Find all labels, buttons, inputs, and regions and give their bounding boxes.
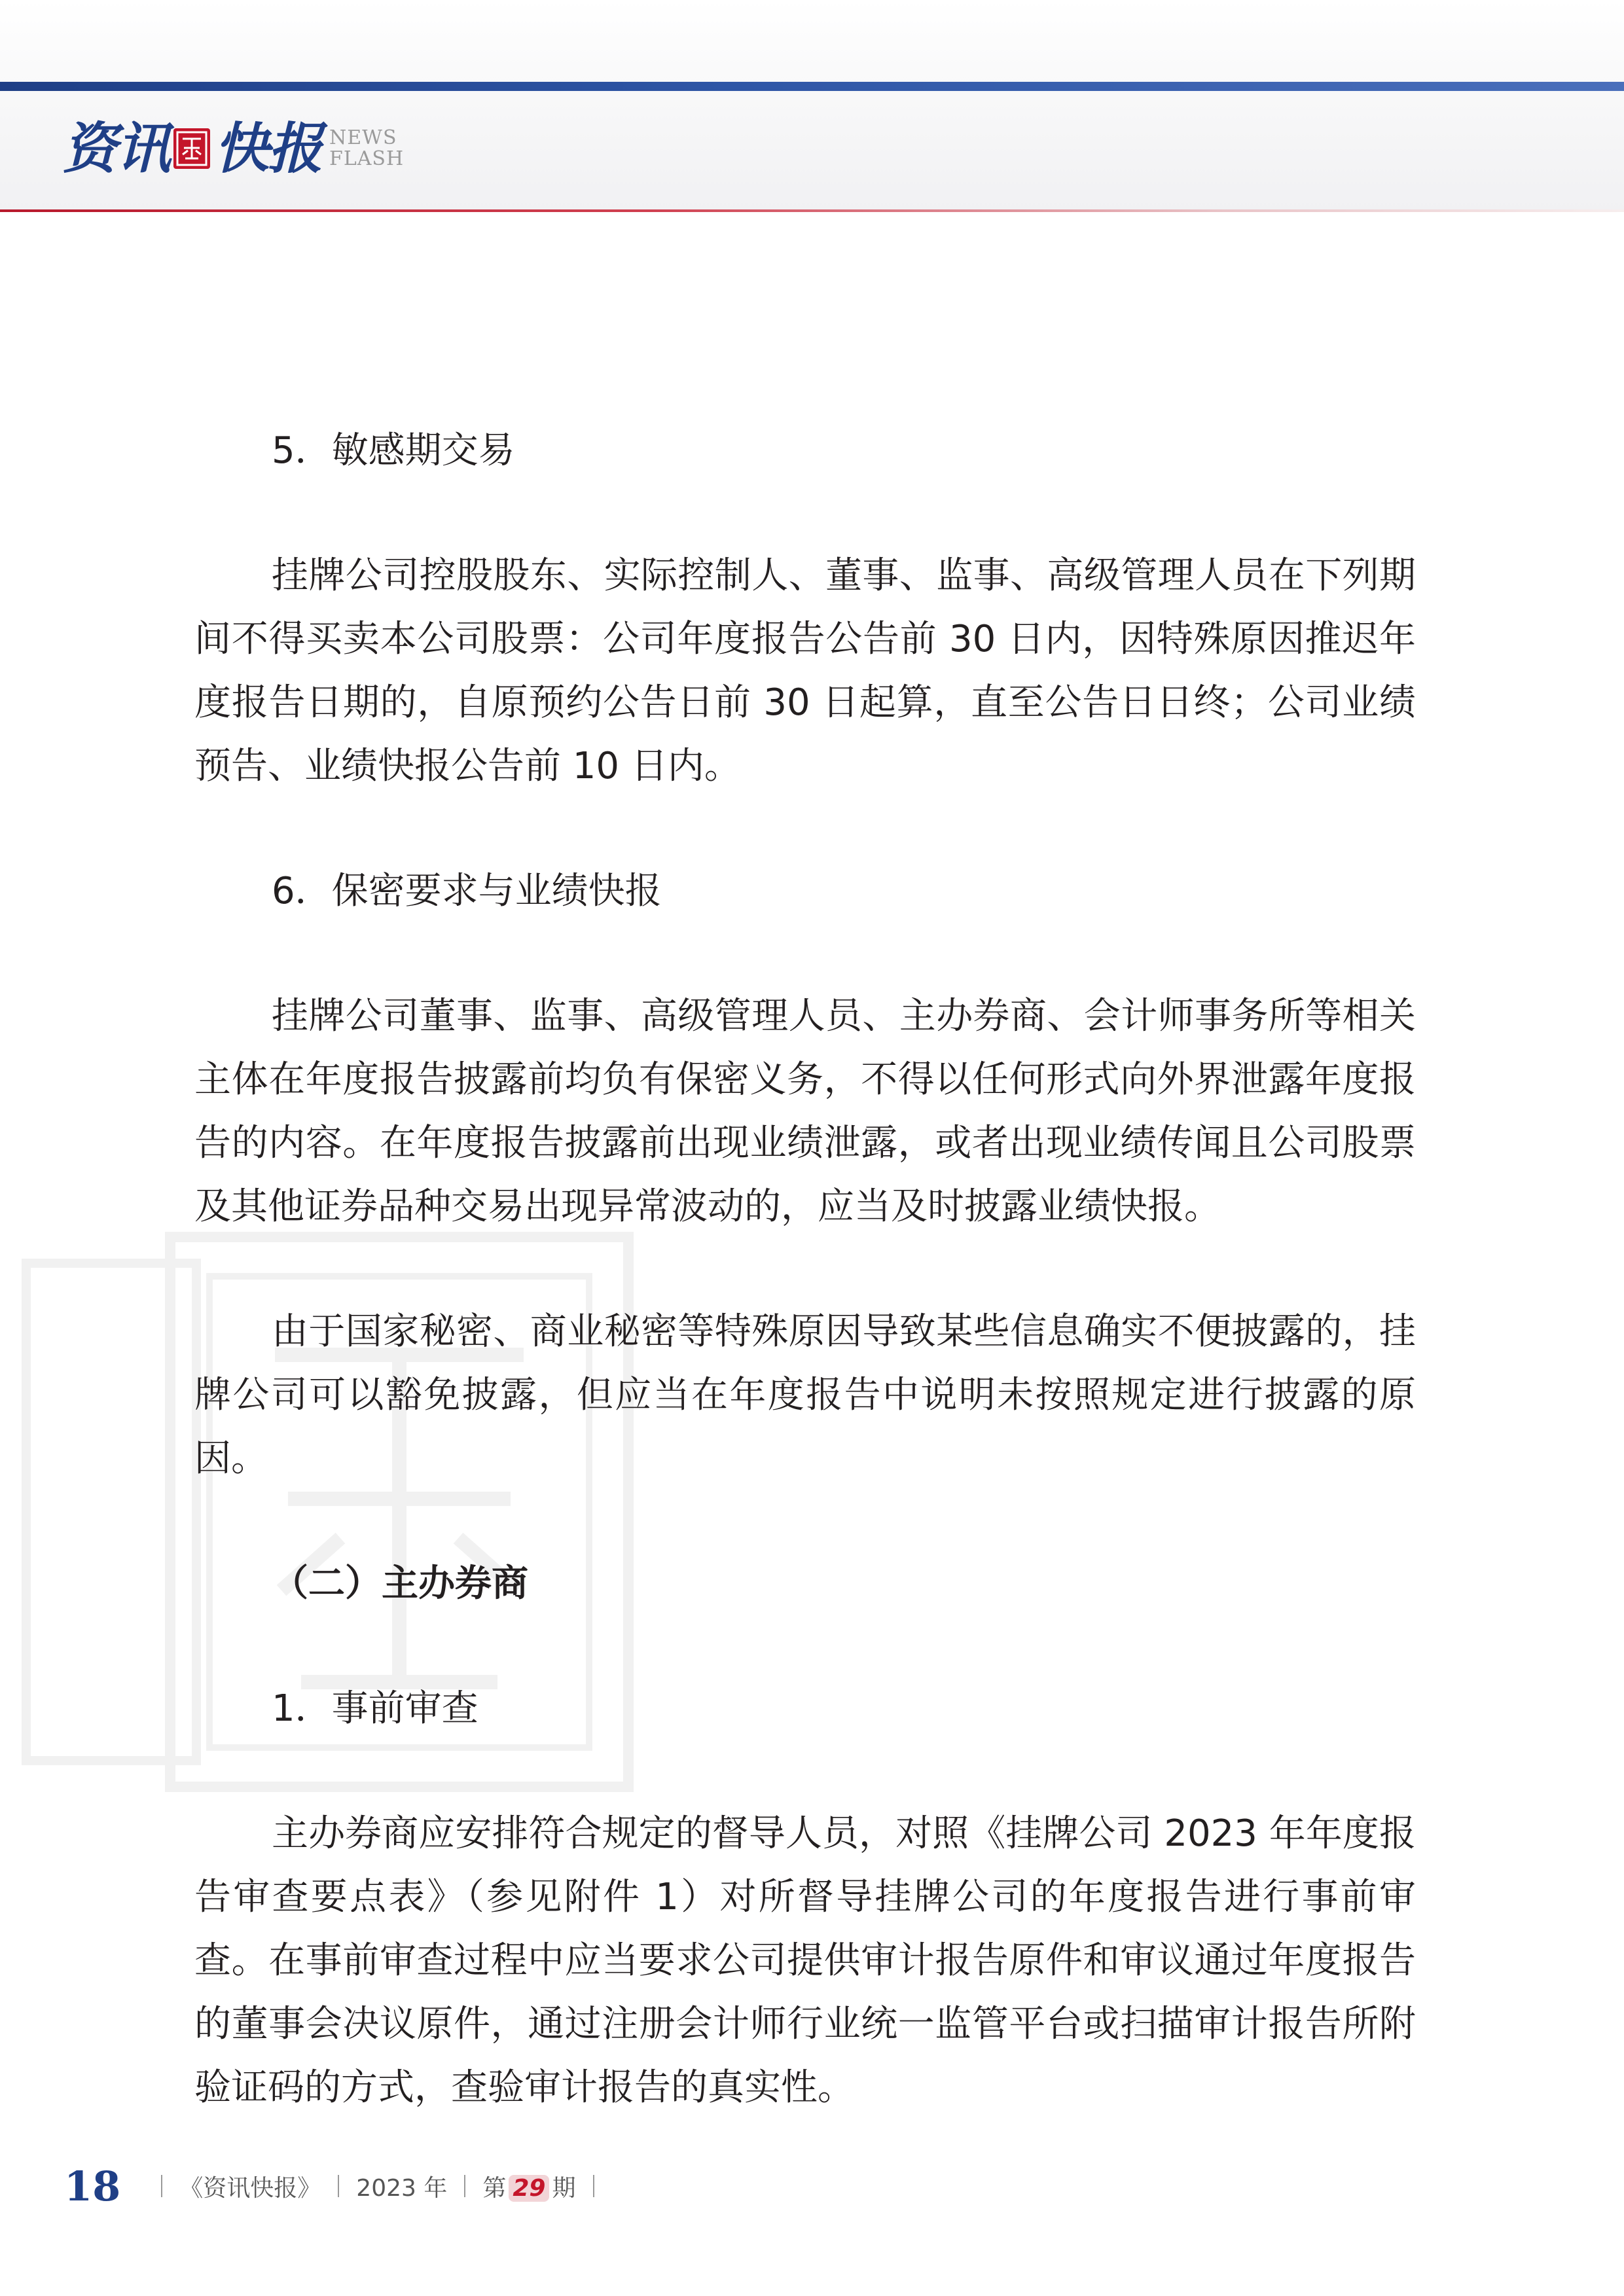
masthead-logo (62, 113, 404, 185)
item6-title: 6．保密要求与业绩快报 (272, 870, 662, 912)
item6-paragraph-1: 挂牌公司董事、监事、高级管理人员、主办券商、会计师事务所等相关主体在年度报告披露前均负有保密义务，不得以任何形式向外界泄露年度报告的内容。在年度报告披露前出现业绩泄露，或者出现业绩传闻且公司股票及其他证券品种交易出现异常波动的，应当及时披露业绩快报。 (194, 995, 1416, 1228)
issue-prefix: 第 (482, 2174, 507, 2202)
header-blue-rule (0, 82, 1624, 91)
section2-title: （二）主办券商 (272, 1562, 528, 1605)
seal-icon (173, 128, 210, 169)
footer-divider (161, 2175, 162, 2197)
logo-en-line1: NEWS (329, 126, 397, 149)
page-footer (64, 2160, 611, 2212)
section2-item1-paragraph: 主办券商应安排符合规定的督导人员，对照《挂牌公司 2023 年年度报告审查要点表》（参见附件 1）对所督导挂牌公司的年度报告进行事前审查。在事前审查过程中应当要求公司提供审计报告原件和审议通过年度报告的董事会决议原件，通过注册会计师行业统一监管平台或扫描审计报告所附验证码的方式，查验审计报告的真实性。 (194, 1812, 1416, 2109)
footer-issue (482, 2170, 575, 2203)
footer-divider (338, 2175, 339, 2197)
footer-divider (593, 2175, 594, 2197)
logo-text-part1: 资讯 (62, 116, 170, 181)
header-red-rule (0, 209, 1624, 212)
article-body (194, 419, 1416, 2119)
item5-paragraph: 挂牌公司控股股东、实际控制人、董事、监事、高级管理人员在下列期间不得买卖本公司股票：公司年度报告公告前 30 日内，因特殊原因推迟年度报告日期的，自原预约公告日前 30 日起算，直至公告日日终；公司业绩预告、业绩快报公告前 10 日内。 (194, 554, 1416, 787)
item6-paragraph-2: 由于国家秘密、商业秘密等特殊原因导致某些信息确实不便披露的，挂牌公司可以豁免披露，但应当在年度报告中说明未按照规定进行披露的原因。 (194, 1310, 1416, 1480)
section2-item1-title: 1．事前审查 (272, 1687, 478, 1730)
footer-year: 2023 年 (356, 2174, 448, 2202)
issue-suffix: 期 (552, 2174, 576, 2202)
logo-en-line2: FLASH (329, 147, 405, 170)
item5-title: 5．敏感期交易 (272, 429, 515, 472)
page-number: 18 (64, 2162, 121, 2210)
footer-publication: 《资讯快报》 (179, 2174, 321, 2202)
issue-number: 29 (509, 2175, 549, 2202)
logo-english (329, 128, 404, 170)
logo-text-part2: 快报 (214, 116, 322, 181)
footer-divider (464, 2175, 465, 2197)
